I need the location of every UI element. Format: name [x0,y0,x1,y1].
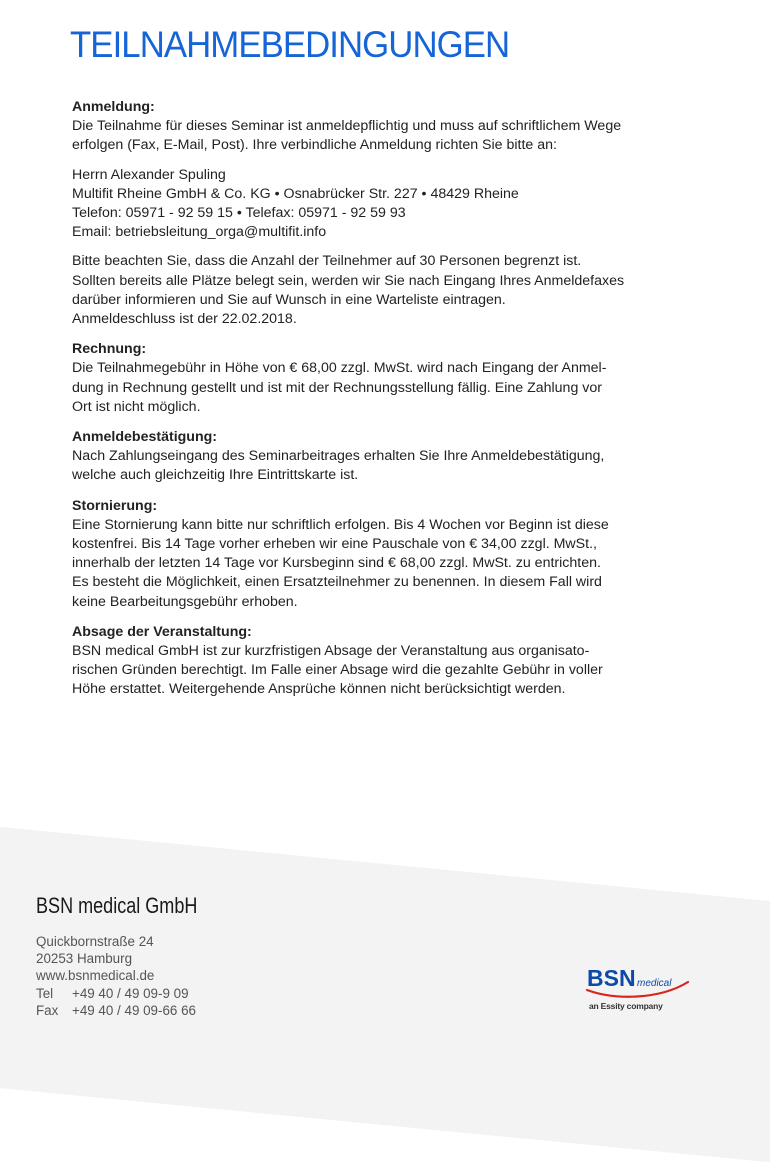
company-footer [36,893,436,1019]
contact-address: Multifit Rheine GmbH & Co. KG • Osnabrücker Str. 227 • 48429 Rheine [72,185,519,202]
company-website-link[interactable]: www.bsnmedical.de [36,968,155,984]
section-heading: Absage der Veranstaltung: [72,623,252,640]
section-stornierung [72,497,682,612]
company-phone [36,985,436,1002]
fax-label: Fax [36,1002,59,1018]
text-line: Die Teilnahme für dieses Seminar ist anmeldepflichtig und muss auf schriftlichem Wege [72,118,622,135]
registration-deadline: Anmeldeschluss ist der 22.02.2018. [72,311,297,328]
section-anmeldung [72,98,682,329]
section-rechnung [72,340,682,417]
text-line: welche auch gleichzeitig Ihre Eintrittskarte ist. [72,467,359,484]
section-absage [72,623,682,700]
company-city: 20253 Hamburg [36,951,133,967]
contact-phone: Telefon: 05971 - 92 59 15 • Telefax: 05971 - 92 59 93 [72,205,406,222]
section-heading: Anmeldung: [72,99,155,115]
logo-sub: medical [637,978,672,989]
text-line: Sollten bereits alle Plätze belegt sein, werden wir Sie nach Eingang Ihres Anmeldefaxes [72,272,625,289]
text-line: rischen Gründen berechtigt. Im Falle einer Absage wird die gezahlte Gebühr in voller [72,662,603,679]
phone-label: Tel [36,985,54,1001]
section-heading: Rechnung: [72,341,147,358]
paragraph [72,117,682,155]
text-line: Ort ist nicht möglich. [72,398,201,415]
company-street: Quickbornstraße 24 [36,934,154,949]
fax-number: +49 40 / 49 09-66 66 [72,1002,196,1018]
text-line: keine Bearbeitungsgebühr erhoben. [72,593,298,610]
section-heading: Stornierung: [72,497,158,514]
text-line: kostenfrei. Bis 14 Tage vorher erheben wir eine Pauschale von € 34,00 zzgl. MwSt., [72,536,597,553]
text-line: Nach Zahlungseingang des Seminarbeitrages erhalten Sie Ihre Anmeldebestätigung, [72,448,605,465]
paragraph [72,252,682,329]
contact-name: Herrn Alexander Spuling [72,166,226,183]
text-line: Die Teilnahmegebühr in Höhe von € 68,00 zzgl. MwSt. wird nach Eingang der Anmel- [72,360,607,377]
text-line: BSN medical GmbH ist zur kurzfristigen Absage der Veranstaltung aus organisato- [72,643,590,660]
text-line: darüber informieren und Sie auf Wunsch in eine Warteliste eintragen. [72,291,506,308]
text-line: erfolgen (Fax, E-Mail, Post). Ihre verbindliche Anmeldung richten Sie bitte an: [72,137,557,154]
text-line: Bitte beachten Sie, dass die Anzahl der Teilnehmer auf 30 Personen begrenzt ist. [72,253,582,270]
logo-tagline: an Essity company [589,1001,663,1011]
phone-number: +49 40 / 49 09-9 09 [72,985,189,1001]
text-line: Eine Stornierung kann bitte nur schriftlich erfolgen. Bis 4 Wochen vor Beginn ist diese [72,516,609,533]
text-line: Es besteht die Möglichkeit, einen Ersatzteilnehmer zu benennen. In diesem Fall wird [72,574,602,591]
contact-email: Email: betriebsleitung_orga@multifit.info [72,224,327,241]
text-line: Höhe erstattet. Weitergehende Ansprüche können nicht berücksichtigt werden. [72,681,566,698]
page-title: TEILNAHMEBEDINGUNGEN [70,24,510,65]
company-fax [36,1002,436,1019]
text-line: innerhalb der letzten 14 Tage vor Kursbeginn sind € 68,00 zzgl. MwSt. zu entrichten. [72,555,601,572]
section-anmeldebestaetigung [72,428,682,486]
conditions-content [72,98,682,711]
section-heading: Anmeldebestätigung: [72,429,218,446]
contact-block [72,166,682,243]
company-name: BSN medical GmbH [36,893,198,918]
text-line: dung in Rechnung gestellt und ist mit der Rechnungsstellung fällig. Eine Zahlung vor [72,379,602,396]
logo-brand: BSN [587,965,636,991]
